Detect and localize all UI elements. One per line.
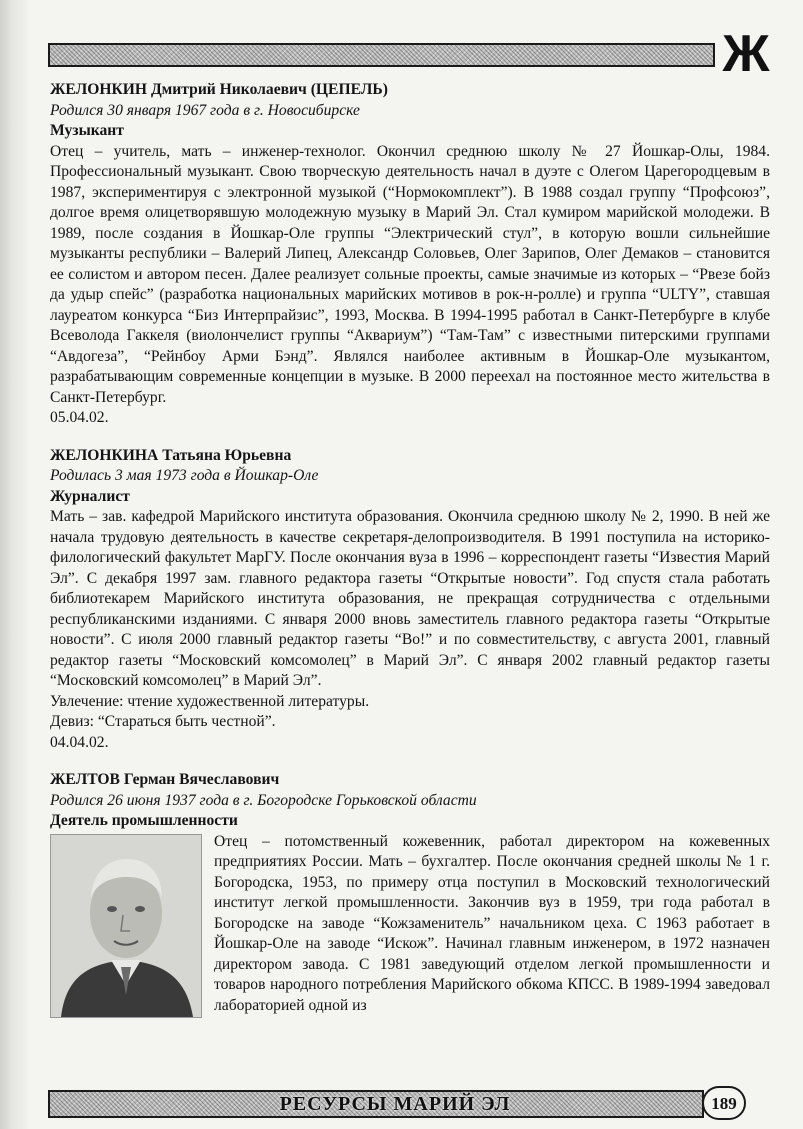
entry-name: ЖЕЛТОВ Герман Вячеславович — [50, 771, 280, 788]
header-band — [48, 43, 715, 67]
portrait-photo — [50, 834, 202, 1018]
entry-birth: Родилась 3 мая 1973 года в Йошкар-Оле — [50, 467, 319, 484]
entry-text: Мать – зав. кафедрой Марийского института образования. Окончила среднюю школу № 2, 1990. В ней же начала трудовую деятельность в качестве секретаря-делопроизводителя. В 1991 поступила на историко-филологический факультет МарГУ. После окончания вуза в 1996 – корреспондент газеты “Известия Марий Эл”. С декабря 1997 зам. главного редактора газеты “Открытые новости”. Год спустя стала работать библиотекарем Марийского института образования, не прекращая сотрудничества с отдельными республиканскими изданиями. С января 2000 вновь заместитель главного редактора газеты “Открытые новости”. С июля 2000 главный редактор газеты “Во!” и по совместительству, с августа 2001, главный редактор газеты “Московский комсомолец” в Марий Эл”. С января 2002 главный редактор газеты “Московский комсомолец” в Марий Эл”. — [50, 508, 770, 689]
entry-text: Отец – учитель, мать – инженер-технолог. Окончил среднюю школу № 27 Йошкар-Олы, 1984. Профессиональный музыкант. Свою творческую деятельность начал в дуэте с Олегом Царегородцевым в 1987, экспериментируя с электронной музыкой (“Нормокомплект”). В 1988 создал группу “Профсоюз”, долгое время олицетворявшую молодежную музыку в Марий Эл. Стал кумиром марийской молодежи. В 1989, после создания в Йошкар-Оле группы “Электрический стул”, в которую вошли сильнейшие музыканты республики – Валерий Липец, Александр Соловьев, Олег Зарипов, Олег Демаков – становится ее солистом и автором песен. Далее реализует сольные проекты, самые значимые из которых – “Рвезе бойз да удыр спейс” (разработка национальных марийских мотивов в рок-н-ролле) и группа “ULTY”, ставшая лауреатом конкурса “Биз Интерпрайзис”, 1993, Москва. В 1994-1995 работал в Санкт-Петербурге в клубе Всеволода Гаккеля (виолончелист группы “Аквариум”) “Там-Там” с известными питерскими группами “Авдогеза”, “Рейнбоу Арми Бэнд”. Являлся наиболее активным в Йошкар-Оле музыкантом, разрабатывающим современные концепции в музыке. В 2000 переехал на постоянное место жительства в Санкт-Петербург. — [50, 142, 770, 406]
entry-date: 05.04.02. — [50, 409, 109, 426]
entry-birth: Родился 30 января 1967 года в г. Новосибирске — [50, 101, 360, 119]
portrait-image — [51, 835, 201, 1017]
page-content — [50, 80, 770, 1033]
page-number: 189 — [702, 1086, 746, 1120]
entry-zhelonkin — [50, 80, 770, 429]
entry-birth: Родился 26 июня 1937 года в г. Богородске Горьковской области — [50, 791, 477, 809]
entry-hobby: Увлечение: чтение художественной литературы. — [50, 692, 370, 710]
entry-zheltov — [50, 770, 770, 1016]
entry-profession: Журналист — [50, 487, 130, 505]
entry-text: Отец – потомственный кожевенник, работал директором на кожевенных предприятиях России. Мать – бухгалтер. После окончания средней школы № 1 г. Богородска, 1953, по примеру отца поступил в Московский технологический институт легкой промышленности. Закончив вуз в 1959, три года работал в Богородске на заводе “Кожзаменитель” начальником цеха. С 1963 работает в Йошкар-Оле на заводе “Искож”. Начинал главным инженером, в 1972 назначен директором завода. С 1981 заведующий отделом легкой промышленности и товаров народного потребления Марийского обкома КПСС. В 1989-1994 заведовал лабораторией одной из — [214, 832, 770, 1014]
entry-name: ЖЕЛОНКИН Дмитрий Николаевич (ЦЕПЕЛЬ) — [50, 81, 388, 98]
section-letter: Ж — [722, 25, 770, 83]
entry-date: 04.04.02. — [50, 733, 109, 751]
entry-profession: Музыкант — [50, 122, 124, 139]
entry-profession: Деятель промышленности — [50, 812, 238, 829]
page-edge-shadow — [0, 0, 30, 1129]
entry-motto: Девиз: “Стараться быть честной”. — [50, 713, 276, 730]
entry-zhelonkina — [50, 446, 770, 754]
footer-title: РЕСУРСЫ МАРИЙ ЭЛ — [279, 1093, 511, 1115]
entry-name: ЖЕЛОНКИНА Татьяна Юрьевна — [50, 446, 292, 464]
